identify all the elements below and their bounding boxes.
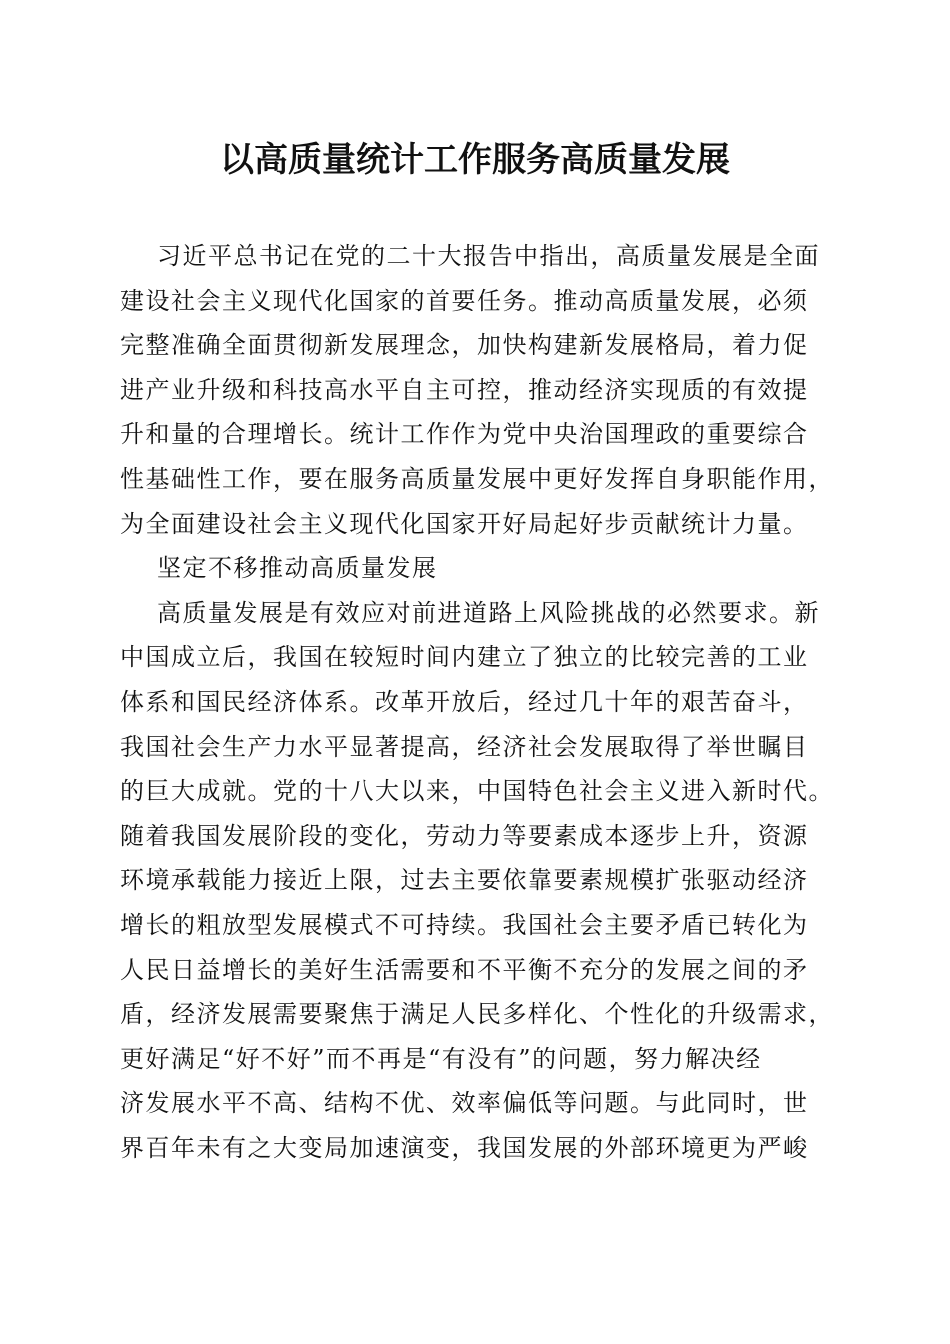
paragraph-line: 体系和国民经济体系。改革开放后，经过几十年的艰苦奋斗， bbox=[120, 687, 809, 716]
paragraph-line: 更好满足“好不好”而不再是“有没有”的问题，努力解决经 bbox=[120, 1044, 762, 1073]
paragraph-line: 高质量发展是有效应对前进道路上风险挑战的必然要求。新 bbox=[157, 598, 820, 627]
paragraph-line: 人民日益增长的美好生活需要和不平衡不充分的发展之间的矛 bbox=[120, 955, 809, 984]
paragraph-line: 升和量的合理增长。统计工作作为党中央治国理政的重要综合 bbox=[120, 420, 809, 449]
paragraph-line: 增长的粗放型发展模式不可持续。我国社会主要矛盾已转化为 bbox=[120, 910, 809, 939]
paragraph-line: 中国成立后，我国在较短时间内建立了独立的比较完善的工业 bbox=[120, 643, 809, 672]
paragraph-line: 界百年未有之大变局加速演变，我国发展的外部环境更为严峻 bbox=[120, 1133, 809, 1162]
paragraph-line: 完整准确全面贯彻新发展理念，加快构建新发展格局，着力促 bbox=[120, 331, 809, 360]
paragraph-line: 盾，经济发展需要聚焦于满足人民多样化、个性化的升级需求， bbox=[120, 1000, 834, 1029]
paragraph-line: 环境承载能力接近上限，过去主要依靠要素规模扩张驱动经济 bbox=[120, 866, 809, 895]
paragraph-line: 进产业升级和科技高水平自主可控，推动经济实现质的有效提 bbox=[120, 375, 809, 404]
paragraph-line: 的巨大成就。党的十八大以来，中国特色社会主义进入新时代。 bbox=[120, 777, 834, 806]
paragraph-line: 为全面建设社会主义现代化国家开好局起好步贡献统计力量。 bbox=[120, 509, 809, 538]
paragraph-line: 建设社会主义现代化国家的首要任务。推动高质量发展，必须 bbox=[120, 286, 809, 315]
paragraph-line: 济发展水平不高、结构不优、效率偏低等问题。与此同时，世 bbox=[120, 1089, 809, 1118]
paragraph-line: 性基础性工作，要在服务高质量发展中更好发挥自身职能作用， bbox=[120, 464, 834, 493]
paragraph-line: 习近平总书记在党的二十大报告中指出，高质量发展是全面 bbox=[157, 242, 820, 270]
paragraph-line: 随着我国发展阶段的变化，劳动力等要素成本逐步上升，资源 bbox=[120, 821, 809, 850]
document-title: 以高质量统计工作服务高质量发展 bbox=[220, 140, 730, 180]
section-heading: 坚定不移推动高质量发展 bbox=[157, 554, 438, 583]
paragraph-line: 我国社会生产力水平显著提高，经济社会发展取得了举世瞩目 bbox=[120, 732, 809, 761]
document-body bbox=[120, 234, 834, 1170]
